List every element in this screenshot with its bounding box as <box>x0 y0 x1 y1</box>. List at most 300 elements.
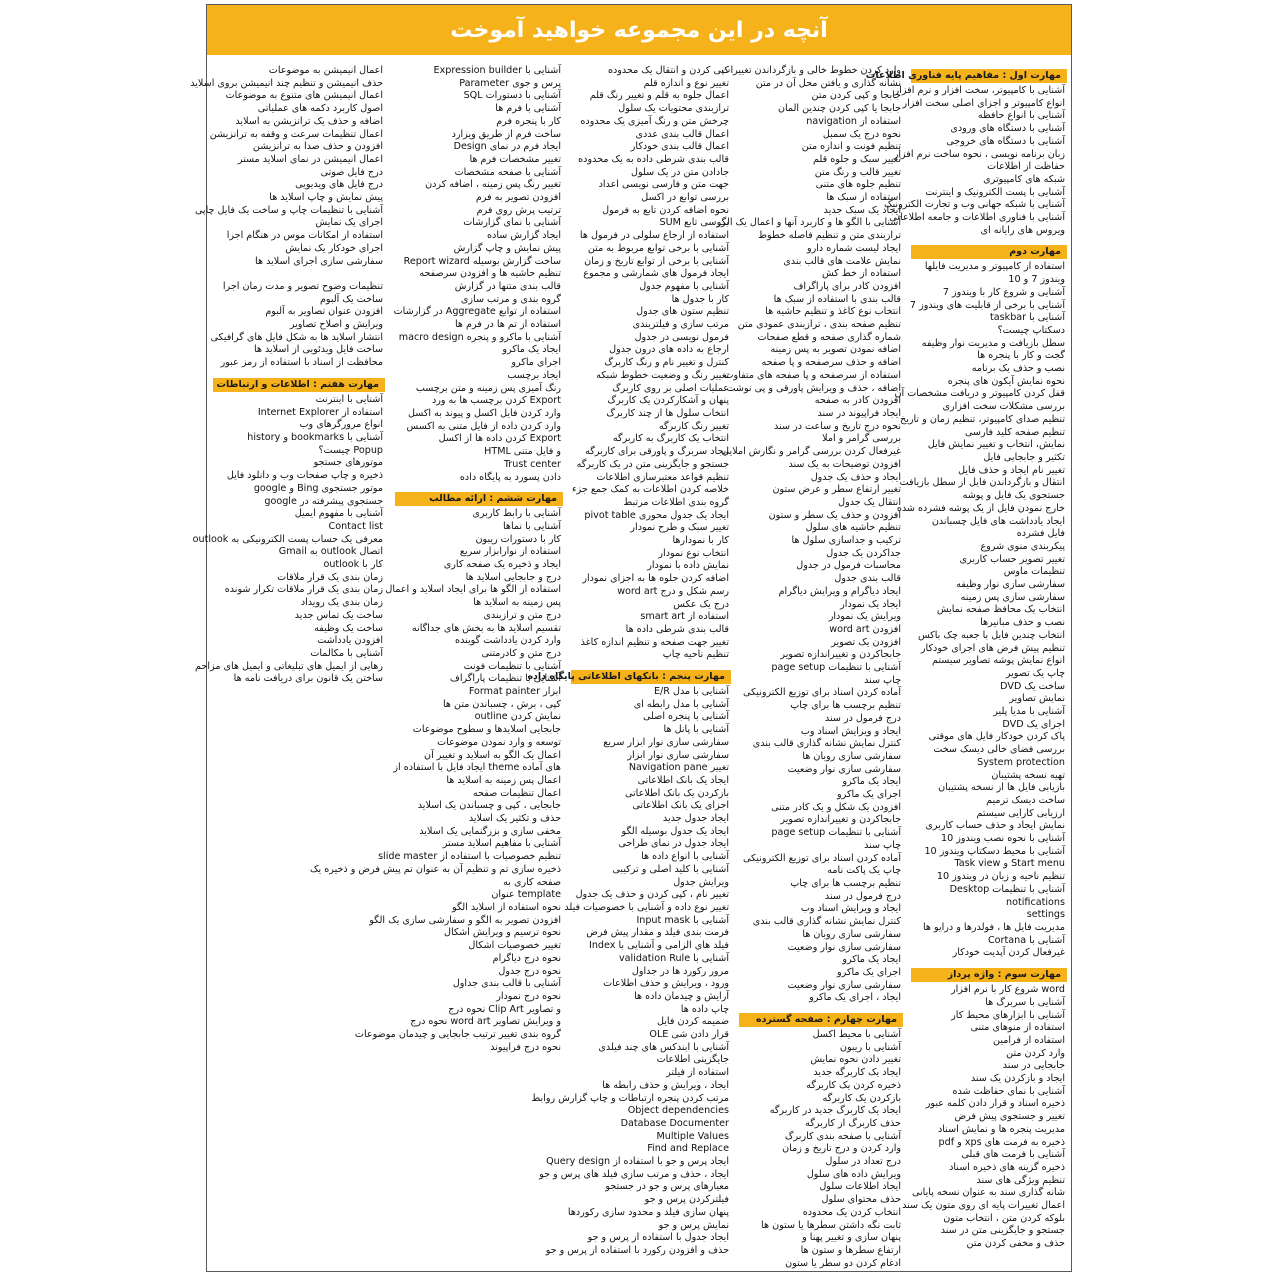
topic-item: صفحه کاری به <box>503 876 561 888</box>
topic-item: تنظیم قواعد معتبرسازی اطلاعات <box>596 471 729 483</box>
topic-item: زمان بندی یک قرار ملاقات <box>277 571 383 583</box>
topic-item: پیش نمایش و چاپ گزارش <box>453 242 561 254</box>
topic-item: غیرفعال کردن آپدیت خودکار <box>952 947 1065 959</box>
section <box>395 65 563 484</box>
topic-item: استفاده از Internet Explorer <box>257 406 383 418</box>
topic-item: استفاده از امکانات موس در هنگام اجرا <box>226 230 383 242</box>
topic-item: سطل بازیافت و مدیریت نوار وظیفه <box>921 337 1065 349</box>
topic-item: کار با جدول ها <box>671 293 729 305</box>
topic-item: ثابت نگه داشتن سطرها یا ستون ها <box>761 1219 901 1231</box>
topic-item: ایجاد جدول در نمای طراحی <box>618 838 729 850</box>
topic-item: تغییر نام ایجاد و حذف فایل <box>958 464 1065 476</box>
topic-item: قالب بندی جدول <box>834 573 901 585</box>
topic-list <box>739 1029 903 1270</box>
topic-list <box>716 65 903 1005</box>
topic-item: آشنایی با مدل رابطه ای <box>633 698 729 710</box>
topic-item: ساخت یک تماس جدید <box>294 609 383 621</box>
topic-item: ایجاد فراپیوند در سند <box>817 407 901 419</box>
topic-item: شماره گذاری صفحه و قطع صفحات <box>757 331 901 343</box>
topic-item: ساختن یک قانون برای دریافت نامه ها <box>233 673 383 685</box>
topic-item: آشنایی با فرمت های قبلی <box>961 1149 1065 1161</box>
topic-item: Object dependencies <box>627 1105 729 1117</box>
topic-item: ترازبندی محتویات یک سلول <box>618 103 729 115</box>
topic-item: استفاده از کامپیوتر و مدیریت فایلها <box>924 261 1065 273</box>
topic-item: ذخیره گزینه های ذخیره اسناد <box>949 1161 1065 1173</box>
topic-item: اعمال تغییرات پایه ای روی متون یک سند <box>902 1200 1065 1212</box>
topic-item: افزودن کادر برای پاراگراف <box>793 280 901 292</box>
topic-item: انتخاب یک محافظ صفحه نمایش <box>936 604 1065 616</box>
section-heading: مهارت هفتم : اطلاعات و ارتباطات <box>213 378 385 392</box>
topic-item: نحوه درج یک سمبل <box>822 128 901 140</box>
topic-item: سفارشی سازی نوار وضعیت <box>787 941 901 953</box>
topic-item: گروه بندی اطلاعات مرتبط <box>623 496 729 508</box>
topic-item: استفاده از منوهای متنی <box>970 1022 1065 1034</box>
topic-item: استفاده از ارجاع سلولی در فرمول ها <box>579 230 729 242</box>
section-heading: مهارت دوم <box>911 245 1067 259</box>
topic-item: ایجاد فرمول های شمارشی و مجموع <box>583 268 729 280</box>
topic-item: پس زمینه به اسلاید ها <box>473 597 561 609</box>
topic-item: و تصاویر Clip Art نحوه درج <box>448 1003 561 1015</box>
topic-item: آشنایی با نمای گزارشات <box>463 217 561 229</box>
topic-item: آشنایی با رابط کاربری <box>472 508 561 520</box>
topic-item: بلوکه کردن متن ، انتخاب متون <box>943 1212 1065 1224</box>
topic-item: ذخیره کردن یک کاربرگه <box>806 1079 901 1091</box>
topic-item: آشنایی با تنظیمات page setup <box>771 662 901 674</box>
topic-item: استفاده از navigation <box>806 115 901 127</box>
topic-item: ترتیب پرش روی فرم <box>476 204 561 216</box>
topic-item: کپی ، برش ، چسباندن متن ها <box>442 698 561 710</box>
topic-item: آشنایی با انواع داده ها <box>641 851 729 863</box>
topic-item: فیلد های الزامی و آشنایی با Index <box>588 940 729 952</box>
section <box>716 65 903 1005</box>
topic-item: درج متن و کادرمتنی <box>481 647 561 659</box>
topic-item: نمایش علامت های قالب بندی <box>783 255 901 267</box>
topic-item: پنهان سازی و تغییر پهنا و <box>802 1232 901 1244</box>
topic-item: چاپ یک پاکت نامه <box>827 865 901 877</box>
topic-item: غیرفعال کردن بررسی گرامر و نگارش املایی <box>721 446 901 458</box>
topic-item: تغییر سبک و طرح نمودار <box>630 522 729 534</box>
topic-item: ایجاد جدول جدید <box>662 813 729 825</box>
topic-item: بازیابی فایل ها از نسخه پشتیبان <box>938 782 1065 794</box>
topic-item: ساخت یک آلبوم <box>319 293 383 305</box>
topic-item: حذف انیمیشن و تنظیم چند انیمیشن بروی اسلاید <box>190 77 383 89</box>
topic-item: آشنایی با پست الکترونیک و اینترنت <box>925 186 1065 198</box>
topic-item: استفاده از سرصفحه و پا صفحه های متفاوت <box>724 369 901 381</box>
topic-item: انواع مرورگرهای وب <box>299 419 383 431</box>
topic-item: تنظیم ویژگی های سند <box>976 1174 1065 1186</box>
topic-item: اجرای ماکرو <box>511 357 561 369</box>
topic-item: اضافه کردن جلوه ها به اجزای نمودار <box>582 573 729 585</box>
section <box>902 968 1067 1251</box>
topic-item: تنظیم ناحیه و زبان در ویندوز 10 <box>936 871 1065 883</box>
topic-item: شانه گذاری سند به عنوان نسخه پایانی <box>912 1187 1065 1199</box>
section <box>190 65 385 370</box>
topic-item: Trust center <box>503 458 561 470</box>
topic-item: معرفی یک حساب پست الکترونیکی به outlook <box>192 533 383 545</box>
topic-item: انواع نمایش پوشه تصاویر سیستم <box>931 655 1065 667</box>
page-title: آنچه در این مجموعه خواهید آموخت <box>450 17 828 43</box>
topic-item: سفارشی سازی نوار وضعیت <box>787 979 901 991</box>
topic-item: نصب و حذف مبانیرها <box>980 617 1065 629</box>
topic-item: درج فرمول در سند <box>824 890 901 902</box>
topic-item: ایجاد پرس و جو با استفاده از Query design <box>546 1156 729 1168</box>
topic-item: آشنایی و شروع کار با ویندوز 7 <box>942 286 1065 298</box>
topic-item: نمایش پرس و جو <box>658 1219 729 1231</box>
topic-item: تغییر رنگ و وضعیت خطوط شبکه <box>596 369 729 381</box>
topic-item: استفاده از خط کش <box>822 268 901 280</box>
topic-item: افزودن یک تصویر <box>831 636 901 648</box>
topic-list <box>192 393 385 686</box>
topic-item: پنهان سازی فیلد و محدود سازی رکوردها <box>567 1206 729 1218</box>
topic-item: Contact list <box>328 520 383 532</box>
topic-item: ایجاد یک بانک اطلاعاتی <box>637 774 729 786</box>
topic-item: آشنایی با فناوری اطلاعات و جامعه اطلاعاتی <box>889 212 1065 224</box>
topic-item: ویرایش و اصلاح تصاویر <box>289 319 383 331</box>
topic-item: انتقال و بازگرداندن فایل از سطل بازیافت <box>899 477 1065 489</box>
topic-item: پیکربندی منوی شروع <box>980 540 1065 552</box>
topic-item: آشنایی با مدیا پلیر <box>993 706 1065 718</box>
topic-item: مدیریت پنجره ها و نمایش اسناد <box>937 1123 1065 1135</box>
topic-item: درج متن و ترازبندی <box>483 609 561 621</box>
topic-item: آشنایی با پانل ها <box>663 724 729 736</box>
topic-item: آشنایی با شبکه جهانی وب و تجارت الکترونیک <box>883 199 1065 211</box>
topic-item: ترکیب و جداسازی سلول ها <box>791 535 901 547</box>
topic-item: تهیه نسخه پشتیبان <box>991 769 1065 781</box>
topic-item: ایجاد یک جدول بوسیله الگو <box>621 825 729 837</box>
topic-item: قالب بندی شرطی داده به یک محدوده <box>578 153 729 165</box>
topic-item: آشنایی با محیط دسکتاپ ویندوز 10 <box>924 845 1065 857</box>
section-heading: مهارت سوم : واژه پرداز <box>911 968 1067 982</box>
topic-item: افزودن و حذف یک سطر و ستون <box>768 509 901 521</box>
topic-list <box>571 65 731 662</box>
topic-item: ایجاد یادداشت های فایل چسباندن <box>931 515 1065 527</box>
topic-item: جابجاکردن و تغییراندازه تصویر <box>780 649 901 661</box>
topic-item: ایجاد و ویرایش اسناد وب <box>800 903 901 915</box>
topic-item: اعمال یک الگو به اسلاید و تغییر آن <box>424 749 561 761</box>
topic-item: تنظیم صدای کامپیوتر، تنظیم زمان و تاریخ <box>900 413 1065 425</box>
topic-item: حذف کاربرگ از کاربرگه <box>805 1117 901 1129</box>
topic-item: افزودن تصویر به الگو و سفارشی سازی یک الگو <box>369 914 561 926</box>
topic-item: تنظیم حاشیه ها و افزودن سرصفحه <box>419 268 561 280</box>
topic-item: آشنایی با ریبون <box>839 1041 901 1053</box>
topic-item: آشنایی با Input mask <box>636 914 729 926</box>
topic-item: آشنایی با انواع حافظه <box>977 110 1065 122</box>
topic-item: بازکردن یک کاربرگه <box>822 1092 901 1104</box>
topic-item: وارد کردن یادداشت گوینده <box>455 635 561 647</box>
topic-item: ساخت فرم از طریق ویزارد <box>451 128 561 140</box>
topic-item: مرتب کردن پنجره ارتباطات و چاپ گزارش روابط <box>531 1092 729 1104</box>
topic-item: سفارشی سازی نوار ابزار سریع <box>603 736 729 748</box>
topic-item: حذف و تکثیر یک اسلاید <box>468 813 561 825</box>
topic-item: تغییر رنگ کاربرگه <box>658 420 729 432</box>
topic-item: معیارهای پرس و جو در جستجو <box>605 1181 729 1193</box>
topic-item: آماده کردن اسناد برای توزیع الکترونیکی <box>743 687 901 699</box>
topic-item: آشنایی با تنظیمات فونت <box>463 660 561 672</box>
topic-list <box>894 261 1067 960</box>
topic-item: ارزیابی کارایی سیستم <box>976 807 1065 819</box>
topic-item: مرتب سازی و فیلتربندی <box>632 319 729 331</box>
topic-item: بررسی فضای خالی دیسک سخت <box>933 744 1065 756</box>
topic-item: گروه بندی و مرتب سازی <box>460 293 561 305</box>
topic-list <box>190 65 385 370</box>
topic-item: انواع کامپیوتر و اجزای اصلی سخت افزار <box>902 97 1065 109</box>
topic-item: جابجایی اسلایدها و سطوح موضوعات <box>412 724 561 736</box>
topic-list <box>902 984 1067 1251</box>
topic-item: تنظیمات ماوس <box>1003 566 1065 578</box>
topic-item: اضافه ، حذف و ویرایش پاورقی و پی نوشت <box>726 382 901 394</box>
topic-item: پنهان و آشکارکردن یک کاربرگ <box>607 395 729 407</box>
topic-item: سفارشی سازی نوار وظیفه <box>956 579 1065 591</box>
topic-item: آشنایی با مفهوم ایمیل <box>294 508 383 520</box>
topic-item: آرایش و چیدمان داده ها <box>634 990 729 1002</box>
section <box>894 245 1067 960</box>
topic-item: زمان بندی یک قرار ملاقات تکرار شونده <box>224 584 383 596</box>
topic-item: آشنایی با دستگاه های خروجی <box>946 135 1065 147</box>
topic-item: درج فرمول در سند <box>824 712 901 724</box>
topic-item: فرمت بندی فیلد و مقدار پیش فرض <box>586 927 729 939</box>
topic-item: اعمال تنظیمات سرعت و وقفه به ترانزیشن <box>209 128 383 140</box>
topic-item: ضمیمه کردن فایل <box>657 1016 729 1028</box>
topic-item: محافظت از اسناد با استفاده از رمز عبور <box>220 357 383 369</box>
topic-item: نحوه درج فراپیوند <box>490 1041 561 1053</box>
topic-item: استفاده از نوارابزار سریع <box>459 546 561 558</box>
topic-item: افزودن یادداشت <box>317 635 383 647</box>
topic-item: ایجاد یک نمودار <box>840 598 901 610</box>
section-heading: مهارت اول : مفاهیم پایه فناوری اطلاعات <box>911 69 1067 83</box>
topic-item: وارد کردن خطوط خالی و بازگرداندن تغییرات <box>721 65 901 76</box>
topic-item: جابجا یا کپی کردن چندین المان <box>777 103 901 115</box>
topic-item: مدیریت فایل ها ، فولدرها و درایو ها <box>922 922 1065 933</box>
topic-item: کار با دستورات ریبون <box>475 533 561 545</box>
topic-item: آشنایی با نحوه نصب ویندوز 10 <box>940 833 1065 845</box>
topic-item: زبان برنامه نویسی ، نحوه ساخت نرم افزار <box>893 148 1065 160</box>
topic-item: آشنایی با Expression builder <box>433 65 561 76</box>
topic-item: خارج نمودن فایل از یک پوشه فشرده شده <box>896 502 1065 514</box>
topic-item: ایجاد سربرگ و پاورقی برای کاربرگه <box>585 446 729 458</box>
topic-item: پاک کردن خودکار فایل های موقتی <box>928 731 1065 743</box>
topic-item: گجت و کار با پنجره ها <box>977 350 1065 362</box>
topic-item: خلاصه کردن اطلاعات به کمک جمع جزء <box>572 484 729 496</box>
topic-item: تنظیم پیش فرض های اجرای خودکار <box>920 642 1065 654</box>
topic-item: اتصال outlook به Gmail <box>278 546 383 558</box>
topic-item: افزودن تصویر به فرم <box>475 192 561 204</box>
topic-item: کنترل و تغییر نام و رنگ کاربرگ <box>604 357 729 369</box>
topic-item: آشنایی با مدل E/R <box>653 686 729 698</box>
topic-item: سفارشی سازی نوار وضعیت <box>787 763 901 775</box>
topic-item: پیش نمایش و چاپ اسلاید ها <box>269 192 383 204</box>
topic-item: آشنایی با مفاهیم اسلاید مستر <box>442 838 561 850</box>
topic-item: word شروع کار با نرم افزار <box>951 984 1065 996</box>
topic-item: افزودن کادر به صفحه <box>814 395 901 407</box>
topic-item: استفاده از فیلتر <box>666 1067 729 1079</box>
topic-item: انتخاب کردن یک محدوده <box>802 1206 901 1218</box>
topic-item: محاسبات فرمول در جدول <box>796 560 901 572</box>
topic-item: ویرایش جدول <box>673 876 729 888</box>
topic-item: جداکردن یک جدول <box>826 547 901 559</box>
topic-item: تکثیر و جابجایی فایل <box>983 451 1065 463</box>
topic-item: آشنایی با taskbar <box>990 312 1065 324</box>
topic-item: رهایی از ایمیل های تبلیغاتی و ایمیل های مزاحم <box>195 660 383 672</box>
topic-item: چاپ سند <box>864 674 901 686</box>
topic-item: انتخاب یک کاربرگ به کاربرگه <box>612 433 729 445</box>
topic-item: نمایش تصاویر <box>1009 693 1065 705</box>
topic-item: جابجایی ، کپی و چسباندن یک اسلاید <box>417 800 561 812</box>
topic-item: ایجاد یک سبک جدید <box>823 204 901 216</box>
topic-item: آشنایی با صفحه مشخصات <box>454 166 561 178</box>
topic-item: نمایش کردن outline <box>474 711 561 723</box>
topic-item: حذف محتوای سلول <box>821 1194 901 1206</box>
topic-item: وارد کردن متن <box>1006 1047 1065 1059</box>
topic-item: آشنایی با تنظیمات Desktop <box>949 883 1065 895</box>
topic-item: آشنایی با برخی از قابلیت های ویندوز 7 <box>909 299 1065 311</box>
topic-item: آشنایی با برخی توابع مربوط به متن <box>587 242 729 254</box>
topic-item: تغییر نوع و اندازه قلم <box>643 77 729 89</box>
topic-item: انتشار اسلاید ها به شکل فایل های گرافیکی <box>210 331 383 343</box>
topic-item: نحوه درج جدول <box>498 965 561 977</box>
topic-item: اعمال قالب بندی خودکار <box>630 141 729 153</box>
topic-item: ایجاد و ویرایش اسناد وب <box>800 725 901 737</box>
topic-item: ساخت فایل ویدئویی از اسلاید ها <box>253 344 383 356</box>
topic-item: ایجاد یک جدول محوری pivot table <box>584 509 729 521</box>
topic-item: انتخاب نوع کاغذ و تنظیم حاشیه ها <box>765 306 901 318</box>
topic-item: انتخاب چندین فایل با جعبه چک باکس <box>917 629 1065 641</box>
topic-item: تنظیم جلوه های متنی <box>815 179 901 191</box>
topic-item: ویندوز 7 و 10 <box>1008 274 1065 286</box>
topic-item: ادغام کردن دو سطر یا ستون <box>785 1257 901 1269</box>
topic-item: تنظیمات وضوح تصویر و مدت زمان اجرا <box>222 280 383 292</box>
topic-item: اعمال قالب بندی عددی <box>635 128 729 140</box>
topic-item: موتورهای جستجو <box>313 457 383 469</box>
topic-item: نحوه درج دیاگرام <box>492 952 561 964</box>
topic-item: جایگزینی اطلاعات <box>656 1054 729 1066</box>
topic-item: آشنایی با برخی از توابع تاریخ و زمان <box>584 255 729 267</box>
topic-item: عملیات اصلی بر روی کاربرگ <box>612 382 729 394</box>
topic-item: استفاده از تم ها در فرم ها <box>454 319 561 331</box>
topic-item: تغییر نوع داده و آشنایی با خصوصیات فیلد <box>564 902 729 913</box>
topic-item: افزودن یک شکل و یک کادر متنی <box>771 801 901 813</box>
topic-list <box>395 65 563 484</box>
topic-item: نمایش ایجاد و حذف حساب کاربری <box>925 820 1065 832</box>
topic-item: کنترل نمایش نشانه گذاری قالب بندی <box>752 916 901 928</box>
topic-item: افزودن عنوان تصاویر به آلبوم <box>265 306 383 318</box>
topic-item: تنظیم صفحه کلید فارسی <box>964 426 1065 438</box>
topic-item: اجزای یک بانک اطلاعاتی <box>632 800 729 812</box>
topic-item: درج فایل صوتی <box>320 166 383 178</box>
topic-item: استفاده از smart art <box>640 611 729 623</box>
topic-item: ایجاد یک کاربرگ جدید در کاربرگه <box>769 1105 901 1117</box>
topic-item: چاپ یک تصویر <box>1005 667 1065 679</box>
topic-item: استفاده از توابع Aggregate در گزارشات <box>393 306 561 318</box>
topic-item: آشنایی با تنظیمات پاراگراف <box>449 673 561 685</box>
topic-item: ذخیره به فرمت های xps و pdf <box>938 1136 1065 1148</box>
topic-item: آشنایی با قالب بندی جداول <box>452 978 561 990</box>
topic-item <box>215 268 383 281</box>
topic-item: ویرایش داده های سلول <box>806 1168 901 1180</box>
topic-item: قالب بندی با استفاده از سبک ها <box>773 293 901 305</box>
topic-item: ساخت یک وظیفه <box>314 622 383 634</box>
topic-item: آشنایی با کامپیوتر، سخت افزار و نرم افزار <box>894 85 1065 96</box>
topic-item: اضافه و حذف سرصفحه و پا صفحه <box>761 357 901 369</box>
topic-item: آشنایی با مکالمات <box>310 647 383 659</box>
topic-item: تنظیم ناحیه چاپ <box>662 649 729 661</box>
topic-item: انتقال یک جدول <box>838 496 901 508</box>
topic-item: ایجاد جدول با استفاده از پرس و جو <box>587 1232 729 1244</box>
topic-item: مرور رکورد ها در جداول <box>631 965 729 977</box>
topic-item: آشنایی با فرم ها <box>495 103 561 115</box>
topic-item: فیلترکردن پرس و جو <box>644 1194 729 1206</box>
topic-item: رنگ آمیزی پس زمینه و متن برچسب <box>415 382 561 394</box>
topic-item: ورود ، ویرایش و حذف اطلاعات <box>603 978 729 990</box>
topic-item: دادن پسورد به پایگاه داده <box>459 471 561 483</box>
topic-item: آشنایی با دستگاه های ورودی <box>950 123 1065 135</box>
topic-item: Start menu و Task view <box>954 858 1065 870</box>
topic-item: ذخیره سازی تم و تنظیم آن به عنوان تم پیش فرض و ذخیره یک <box>309 863 561 875</box>
topic-item: نحوه نمایش آیکون های پنجره <box>947 375 1065 387</box>
topic-item: ایجاد و بازکردن یک سند <box>970 1073 1065 1085</box>
topic-item: انتخاب سلول ها از چند کاربرگ <box>606 407 729 419</box>
topic-item: سفارشی سازی پس زمینه <box>960 591 1065 603</box>
topic-item: ایجاد ، حذف و مرتب سازی فیلد های پرس و جو <box>539 1168 729 1180</box>
topic-item: جابجایی در سند <box>1002 1060 1065 1072</box>
topic-item: تغییر جهت صفحه و تنظیم اندازه کاغذ <box>580 636 729 648</box>
topic-item: نحوه ترسیم و ویرایش اشکال <box>443 927 561 939</box>
topic-item: مخفی سازی و بزرگنمایی یک اسلاید <box>419 825 561 837</box>
topic-item: تغییر مشخصات فرم ها <box>469 153 561 165</box>
topic-item: تغییر رنگ پس زمینه ، اضافه کردن <box>425 179 561 191</box>
topic-item: نحوه اضافه کردن تابع به فرمول <box>602 204 729 216</box>
topic-item: حفاظت از اطلاعات <box>987 161 1065 173</box>
section-heading: مهارت ششم : ارائه مطالب <box>395 492 563 506</box>
topic-item: جادادن متن در یک سلول <box>631 166 729 178</box>
topic-item: ارتفاع سطرها و ستون ها <box>800 1244 901 1256</box>
page-frame <box>190 4 1072 1272</box>
topic-item: کار با نمودارها <box>672 535 729 547</box>
topic-item: اعمال جلوه به قلم و تغییر رنگ قلم <box>589 90 729 102</box>
topic-item: جستجوی پیشرفته در google <box>264 495 383 507</box>
topic-item: زمان بندی یک رویداد <box>300 597 383 609</box>
topic-item: سفارشی سازی روبان ها <box>802 750 901 762</box>
topic-item: Find and Replace <box>647 1143 729 1155</box>
topic-item: استفاده از فرامین <box>993 1034 1065 1046</box>
topic-item: افزودن توضیحات به یک سند <box>788 458 901 470</box>
topic-item: ابزار Format painter <box>468 686 561 698</box>
topic-item: ایجاد اطلاعات سلول <box>819 1181 901 1193</box>
topic-item: تغییر سبک و جلوه قلم <box>813 153 901 165</box>
topic-item: ایجاد دیاگرام و ویرایش دیاگرام <box>778 585 901 597</box>
topic-item: تغییر Navigation pane <box>628 762 729 774</box>
topic-item: رسم شکل و درج word art <box>617 585 729 597</box>
topic-item: آشنایی با تنظیمات چاپ و ساخت یک فایل چاپی <box>194 204 383 216</box>
topic-item: Export کردن برچسب ها به ورد <box>431 395 561 407</box>
topic-item: settings <box>1026 909 1065 921</box>
topic-item: آشنایی با ابزارهای محیط کار <box>951 1009 1065 1021</box>
topic-item: اعمال انیمیشن به موضوعات <box>268 65 383 76</box>
topic-item: و ویرایش تصاویر word art نحوه درج <box>410 1016 561 1028</box>
topic-item: Database Documenter <box>620 1117 729 1129</box>
topic-item: قالب بندی متنها در گزارش <box>454 280 561 292</box>
topic-item: سفارشی سازی نوار ابزار <box>627 749 729 761</box>
topic-item: فرمول نویسی در جدول <box>634 331 729 343</box>
topic-item: آشنایی با مفهوم جدول <box>639 280 729 292</box>
topic-item: Popup چیست؟ <box>318 444 383 456</box>
topic-item: توسعه و وارد نمودن موضوعات <box>437 736 561 748</box>
topic-item: تغییر خصوصیات اشکال <box>468 940 561 952</box>
topic-item: درج و جابجایی اسلاید ها <box>465 571 561 583</box>
topic-item: حذف و مخفی کردن متن <box>966 1238 1065 1250</box>
topic-item: ذخیره اسناد و قرار دادن کلمه عبور <box>925 1098 1065 1110</box>
topic-item: انتخاب نوع نمودار <box>658 547 729 559</box>
topic-item: اجرای یک ماکرو <box>837 789 901 801</box>
